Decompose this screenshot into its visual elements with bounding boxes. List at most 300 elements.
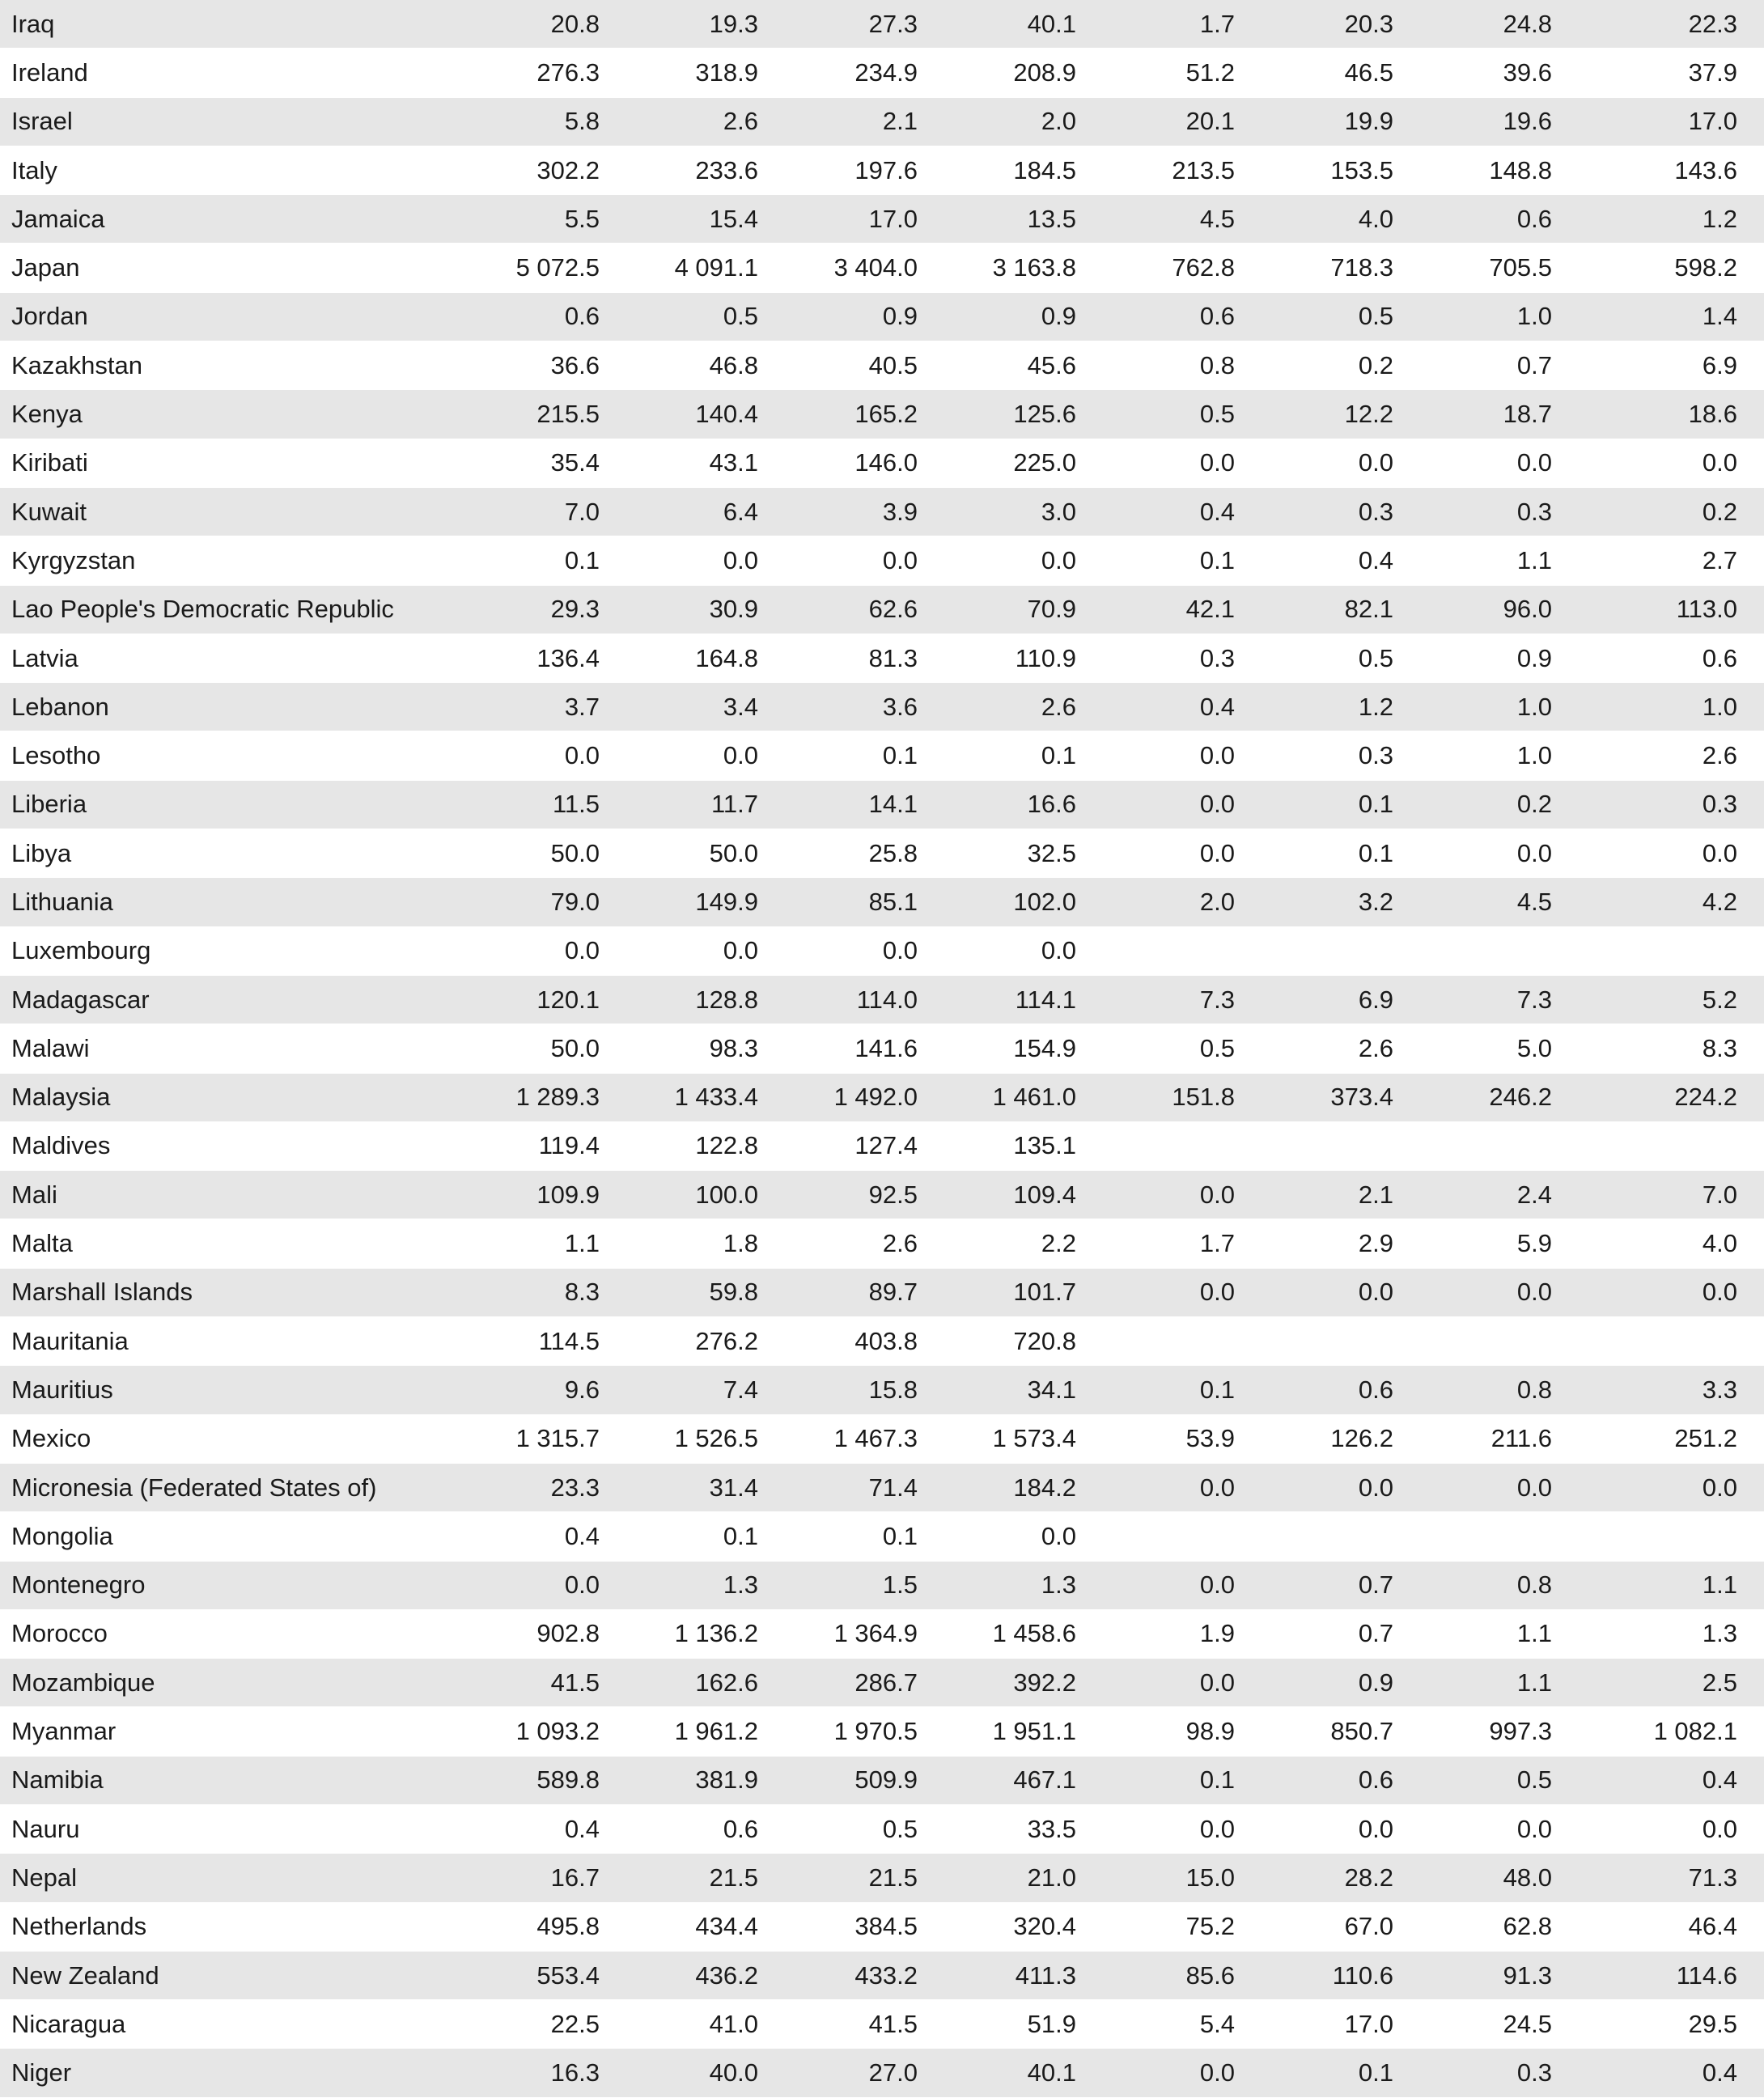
value-cell: 0.0 [1580,1463,1764,1511]
value-cell: 509.9 [786,1756,945,1804]
value-cell: 1.9 [1104,1609,1262,1658]
table-row [0,975,1764,1024]
value-cell: 11.5 [469,780,627,829]
country-name-cell: Morocco [0,1609,469,1658]
table-row [0,1121,1764,1170]
country-name-cell: Kiribati [0,439,469,487]
value-cell: 92.5 [786,1171,945,1219]
value-cell: 5.5 [469,195,627,244]
value-cell: 433.2 [786,1951,945,1999]
country-name-cell: Israel [0,97,469,146]
value-cell: 110.6 [1262,1951,1421,1999]
value-cell: 1 458.6 [945,1609,1104,1658]
table-row [0,1317,1764,1366]
value-cell: 0.5 [1262,292,1421,341]
value-cell: 4.2 [1580,878,1764,926]
value-cell: 0.6 [469,292,627,341]
table-row [0,1609,1764,1658]
value-cell: 15.8 [786,1366,945,1414]
value-cell: 2.0 [1104,878,1262,926]
country-name-cell: Lao People's Democratic Republic [0,585,469,634]
value-cell: 6.9 [1262,975,1421,1024]
value-cell: 0.5 [1262,634,1421,682]
value-cell: 2.6 [786,1219,945,1268]
value-cell: 1.2 [1262,683,1421,731]
table-row [0,1561,1764,1609]
table-row [0,536,1764,585]
value-cell: 0.4 [1104,683,1262,731]
country-name-cell: Jamaica [0,195,469,244]
value-cell: 0.0 [1262,1463,1421,1511]
value-cell: 213.5 [1104,146,1262,194]
country-name-cell: Iraq [0,0,469,49]
value-cell: 184.2 [945,1463,1104,1511]
value-cell: 91.3 [1421,1951,1580,1999]
value-cell: 318.9 [627,49,786,97]
value-cell: 2.1 [786,97,945,146]
value-cell [1421,1512,1580,1561]
table-row [0,2000,1764,2049]
value-cell: 0.0 [627,926,786,975]
value-cell: 1 136.2 [627,1609,786,1658]
value-cell [1262,1512,1421,1561]
value-cell: 0.0 [786,926,945,975]
value-cell: 20.3 [1262,0,1421,49]
value-cell: 13.5 [945,195,1104,244]
table-row [0,1512,1764,1561]
value-cell: 140.4 [627,390,786,439]
value-cell: 109.4 [945,1171,1104,1219]
value-cell: 0.5 [1104,1024,1262,1073]
table-row [0,2049,1764,2097]
value-cell: 1.1 [1421,536,1580,585]
table-row [0,683,1764,731]
table-row [0,1951,1764,1999]
value-cell: 41.5 [469,1659,627,1707]
value-cell: 0.2 [1262,341,1421,390]
value-cell: 5.4 [1104,2000,1262,2049]
table-row [0,341,1764,390]
value-cell: 33.5 [945,1804,1104,1853]
table-row [0,1756,1764,1804]
value-cell: 0.4 [1104,487,1262,536]
value-cell: 119.4 [469,1121,627,1170]
value-cell: 70.9 [945,585,1104,634]
table-row [0,487,1764,536]
value-cell: 12.2 [1262,390,1421,439]
value-cell: 0.3 [1262,731,1421,780]
value-cell: 42.1 [1104,585,1262,634]
value-cell: 3.2 [1262,878,1421,926]
table-row [0,1414,1764,1463]
value-cell: 3.3 [1580,1366,1764,1414]
country-name-cell: Micronesia (Federated States of) [0,1463,469,1511]
value-cell: 0.5 [1104,390,1262,439]
value-cell: 53.9 [1104,1414,1262,1463]
country-name-cell: Nepal [0,1854,469,1902]
value-cell [1104,926,1262,975]
value-cell: 0.0 [1262,1268,1421,1316]
table-row [0,1804,1764,1853]
value-cell: 3 404.0 [786,244,945,292]
value-cell: 5 072.5 [469,244,627,292]
value-cell: 403.8 [786,1317,945,1366]
value-cell: 114.5 [469,1317,627,1366]
value-cell: 0.0 [627,731,786,780]
country-name-cell: Netherlands [0,1902,469,1951]
value-cell: 126.2 [1262,1414,1421,1463]
value-cell: 384.5 [786,1902,945,1951]
value-cell: 0.6 [1104,292,1262,341]
value-cell [1421,1121,1580,1170]
value-cell: 0.3 [1262,487,1421,536]
country-name-cell: Mongolia [0,1512,469,1561]
value-cell: 1 526.5 [627,1414,786,1463]
table-row [0,634,1764,682]
country-name-cell: Mexico [0,1414,469,1463]
country-name-cell: Malawi [0,1024,469,1073]
value-cell: 3.4 [627,683,786,731]
value-cell: 62.8 [1421,1902,1580,1951]
value-cell: 21.5 [786,1854,945,1902]
value-cell: 850.7 [1262,1707,1421,1756]
value-cell: 215.5 [469,390,627,439]
value-cell: 43.1 [627,439,786,487]
value-cell: 0.2 [1580,487,1764,536]
value-cell: 79.0 [469,878,627,926]
country-name-cell: Malta [0,1219,469,1268]
value-cell: 0.4 [1262,536,1421,585]
value-cell: 184.5 [945,146,1104,194]
value-cell: 11.7 [627,780,786,829]
value-cell: 0.0 [627,536,786,585]
value-cell: 251.2 [1580,1414,1764,1463]
value-cell: 67.0 [1262,1902,1421,1951]
value-cell: 0.1 [1104,536,1262,585]
country-name-cell: Malaysia [0,1073,469,1121]
value-cell: 302.2 [469,146,627,194]
value-cell: 0.1 [945,731,1104,780]
country-name-cell: Maldives [0,1121,469,1170]
value-cell: 2.6 [945,683,1104,731]
table-row [0,585,1764,634]
value-cell: 1.2 [1580,195,1764,244]
value-cell: 19.9 [1262,97,1421,146]
value-cell: 208.9 [945,49,1104,97]
country-name-cell: Mali [0,1171,469,1219]
value-cell: 136.4 [469,634,627,682]
table-row [0,1463,1764,1511]
value-cell: 598.2 [1580,244,1764,292]
value-cell: 392.2 [945,1659,1104,1707]
value-cell: 436.2 [627,1951,786,1999]
value-cell: 225.0 [945,439,1104,487]
value-cell: 164.8 [627,634,786,682]
value-cell: 81.3 [786,634,945,682]
value-cell: 71.4 [786,1463,945,1511]
value-cell: 0.9 [1421,634,1580,682]
value-cell: 705.5 [1421,244,1580,292]
table-row [0,1366,1764,1414]
value-cell: 27.3 [786,0,945,49]
value-cell: 141.6 [786,1024,945,1073]
value-cell: 1.7 [1104,0,1262,49]
value-cell: 1.0 [1421,683,1580,731]
country-name-cell: Mozambique [0,1659,469,1707]
value-cell: 50.0 [627,829,786,878]
table-row [0,1219,1764,1268]
value-cell: 1 951.1 [945,1707,1104,1756]
country-name-cell: Mauritania [0,1317,469,1366]
value-cell: 18.7 [1421,390,1580,439]
value-cell: 0.1 [786,1512,945,1561]
value-cell: 0.0 [1421,1268,1580,1316]
table-row [0,0,1764,49]
value-cell: 0.0 [1104,1561,1262,1609]
value-cell: 0.0 [1421,1463,1580,1511]
value-cell: 46.5 [1262,49,1421,97]
value-cell: 0.3 [1104,634,1262,682]
table-row [0,1707,1764,1756]
value-cell: 589.8 [469,1756,627,1804]
value-cell: 125.6 [945,390,1104,439]
table-row [0,1854,1764,1902]
value-cell: 1 315.7 [469,1414,627,1463]
country-name-cell: Namibia [0,1756,469,1804]
table-row [0,1268,1764,1316]
value-cell: 0.0 [1580,1804,1764,1853]
value-cell: 0.0 [945,536,1104,585]
value-cell: 6.9 [1580,341,1764,390]
value-cell [1262,926,1421,975]
value-cell: 114.0 [786,975,945,1024]
country-name-cell: Kyrgyzstan [0,536,469,585]
value-cell [1262,1121,1421,1170]
value-cell: 0.0 [469,1561,627,1609]
country-name-cell: Lesotho [0,731,469,780]
value-cell: 3.7 [469,683,627,731]
value-cell: 320.4 [945,1902,1104,1951]
country-name-cell: Lebanon [0,683,469,731]
table-row [0,292,1764,341]
value-cell: 0.1 [1104,1756,1262,1804]
value-cell: 48.0 [1421,1854,1580,1902]
value-cell: 85.1 [786,878,945,926]
table-row [0,1902,1764,1951]
value-cell: 2.7 [1580,536,1764,585]
value-cell: 135.1 [945,1121,1104,1170]
value-cell: 41.5 [786,2000,945,2049]
value-cell: 0.0 [945,1512,1104,1561]
value-cell: 1.4 [1580,292,1764,341]
value-cell: 0.0 [1104,2049,1262,2097]
value-cell: 3.6 [786,683,945,731]
value-cell: 0.0 [1421,829,1580,878]
country-name-cell: Jordan [0,292,469,341]
value-cell: 113.0 [1580,585,1764,634]
value-cell: 19.6 [1421,97,1580,146]
value-cell: 114.1 [945,975,1104,1024]
value-cell: 146.0 [786,439,945,487]
value-cell [1104,1317,1262,1366]
value-cell: 0.4 [1580,2049,1764,2097]
value-cell [1104,1121,1262,1170]
value-cell: 1.0 [1421,731,1580,780]
country-name-cell: Kazakhstan [0,341,469,390]
value-cell: 286.7 [786,1659,945,1707]
value-cell: 1 364.9 [786,1609,945,1658]
value-cell: 46.4 [1580,1902,1764,1951]
value-cell: 149.9 [627,878,786,926]
value-cell: 0.0 [1262,1804,1421,1853]
value-cell: 2.9 [1262,1219,1421,1268]
value-cell: 0.8 [1421,1561,1580,1609]
value-cell: 96.0 [1421,585,1580,634]
table-row [0,926,1764,975]
value-cell: 82.1 [1262,585,1421,634]
table-row [0,780,1764,829]
value-cell: 4.0 [1580,1219,1764,1268]
value-cell: 85.6 [1104,1951,1262,1999]
value-cell: 720.8 [945,1317,1104,1366]
value-cell: 1.1 [1421,1659,1580,1707]
value-cell: 40.1 [945,2049,1104,2097]
value-cell: 35.4 [469,439,627,487]
value-cell: 17.0 [1580,97,1764,146]
value-cell: 153.5 [1262,146,1421,194]
value-cell: 0.0 [945,926,1104,975]
value-cell: 8.3 [1580,1024,1764,1073]
value-cell: 1 970.5 [786,1707,945,1756]
value-cell: 6.4 [627,487,786,536]
value-cell: 4.5 [1104,195,1262,244]
value-cell: 122.8 [627,1121,786,1170]
value-cell: 127.4 [786,1121,945,1170]
table-row [0,1171,1764,1219]
value-cell: 0.7 [1262,1609,1421,1658]
value-cell: 59.8 [627,1268,786,1316]
value-cell: 1.8 [627,1219,786,1268]
value-cell: 0.0 [1104,1804,1262,1853]
value-cell: 0.0 [1104,1659,1262,1707]
value-cell: 234.9 [786,49,945,97]
country-name-cell: Ireland [0,49,469,97]
country-name-cell: Luxembourg [0,926,469,975]
value-cell: 24.5 [1421,2000,1580,2049]
value-cell: 1.3 [1580,1609,1764,1658]
value-cell: 411.3 [945,1951,1104,1999]
value-cell: 4.5 [1421,878,1580,926]
country-name-cell: Libya [0,829,469,878]
value-cell: 1.1 [469,1219,627,1268]
value-cell: 0.9 [1262,1659,1421,1707]
value-cell: 20.1 [1104,97,1262,146]
table-row [0,195,1764,244]
value-cell: 2.0 [945,97,1104,146]
value-cell: 50.0 [469,829,627,878]
value-cell: 0.0 [1104,1171,1262,1219]
value-cell: 3.0 [945,487,1104,536]
value-cell: 0.0 [1104,439,1262,487]
value-cell: 0.0 [1580,439,1764,487]
value-cell: 0.1 [1262,2049,1421,2097]
value-cell: 28.2 [1262,1854,1421,1902]
value-cell: 110.9 [945,634,1104,682]
value-cell: 0.4 [469,1804,627,1853]
value-cell: 0.6 [1421,195,1580,244]
value-cell: 0.8 [1421,1366,1580,1414]
value-cell: 16.6 [945,780,1104,829]
value-cell: 50.0 [469,1024,627,1073]
value-cell: 22.3 [1580,0,1764,49]
value-cell: 1.0 [1580,683,1764,731]
value-cell: 18.6 [1580,390,1764,439]
value-cell: 102.0 [945,878,1104,926]
value-cell: 98.3 [627,1024,786,1073]
value-cell: 8.3 [469,1268,627,1316]
value-cell: 0.0 [469,926,627,975]
table-row [0,1659,1764,1707]
value-cell: 5.0 [1421,1024,1580,1073]
value-cell: 14.1 [786,780,945,829]
value-cell: 2.1 [1262,1171,1421,1219]
value-cell: 233.6 [627,146,786,194]
value-cell: 197.6 [786,146,945,194]
value-cell: 0.0 [1104,1463,1262,1511]
value-cell: 21.0 [945,1854,1104,1902]
value-cell: 101.7 [945,1268,1104,1316]
value-cell: 7.4 [627,1366,786,1414]
value-cell: 0.0 [1104,1268,1262,1316]
value-cell: 1.3 [945,1561,1104,1609]
value-cell: 1 082.1 [1580,1707,1764,1756]
value-cell: 22.5 [469,2000,627,2049]
value-cell: 902.8 [469,1609,627,1658]
value-cell: 0.1 [1104,1366,1262,1414]
value-cell: 2.6 [627,97,786,146]
value-cell: 1 961.2 [627,1707,786,1756]
table-row [0,878,1764,926]
value-cell [1421,926,1580,975]
value-cell: 0.5 [786,1804,945,1853]
value-cell: 75.2 [1104,1902,1262,1951]
country-name-cell: Liberia [0,780,469,829]
country-name-cell: Latvia [0,634,469,682]
value-cell: 1 433.4 [627,1073,786,1121]
value-cell: 1 573.4 [945,1414,1104,1463]
value-cell: 0.8 [1104,341,1262,390]
value-cell: 40.5 [786,341,945,390]
value-cell: 40.1 [945,0,1104,49]
country-name-cell: Kenya [0,390,469,439]
value-cell: 9.6 [469,1366,627,1414]
value-cell: 0.1 [786,731,945,780]
value-cell: 1 461.0 [945,1073,1104,1121]
value-cell: 1 467.3 [786,1414,945,1463]
value-cell: 0.7 [1262,1561,1421,1609]
country-name-cell: Kuwait [0,487,469,536]
value-cell: 0.0 [1104,731,1262,780]
value-cell: 1.3 [627,1561,786,1609]
value-cell: 20.8 [469,0,627,49]
value-cell: 15.0 [1104,1854,1262,1902]
country-name-cell: Madagascar [0,975,469,1024]
value-cell: 0.5 [1421,1756,1580,1804]
value-cell: 39.6 [1421,49,1580,97]
value-cell: 32.5 [945,829,1104,878]
table-row [0,146,1764,194]
value-cell: 109.9 [469,1171,627,1219]
